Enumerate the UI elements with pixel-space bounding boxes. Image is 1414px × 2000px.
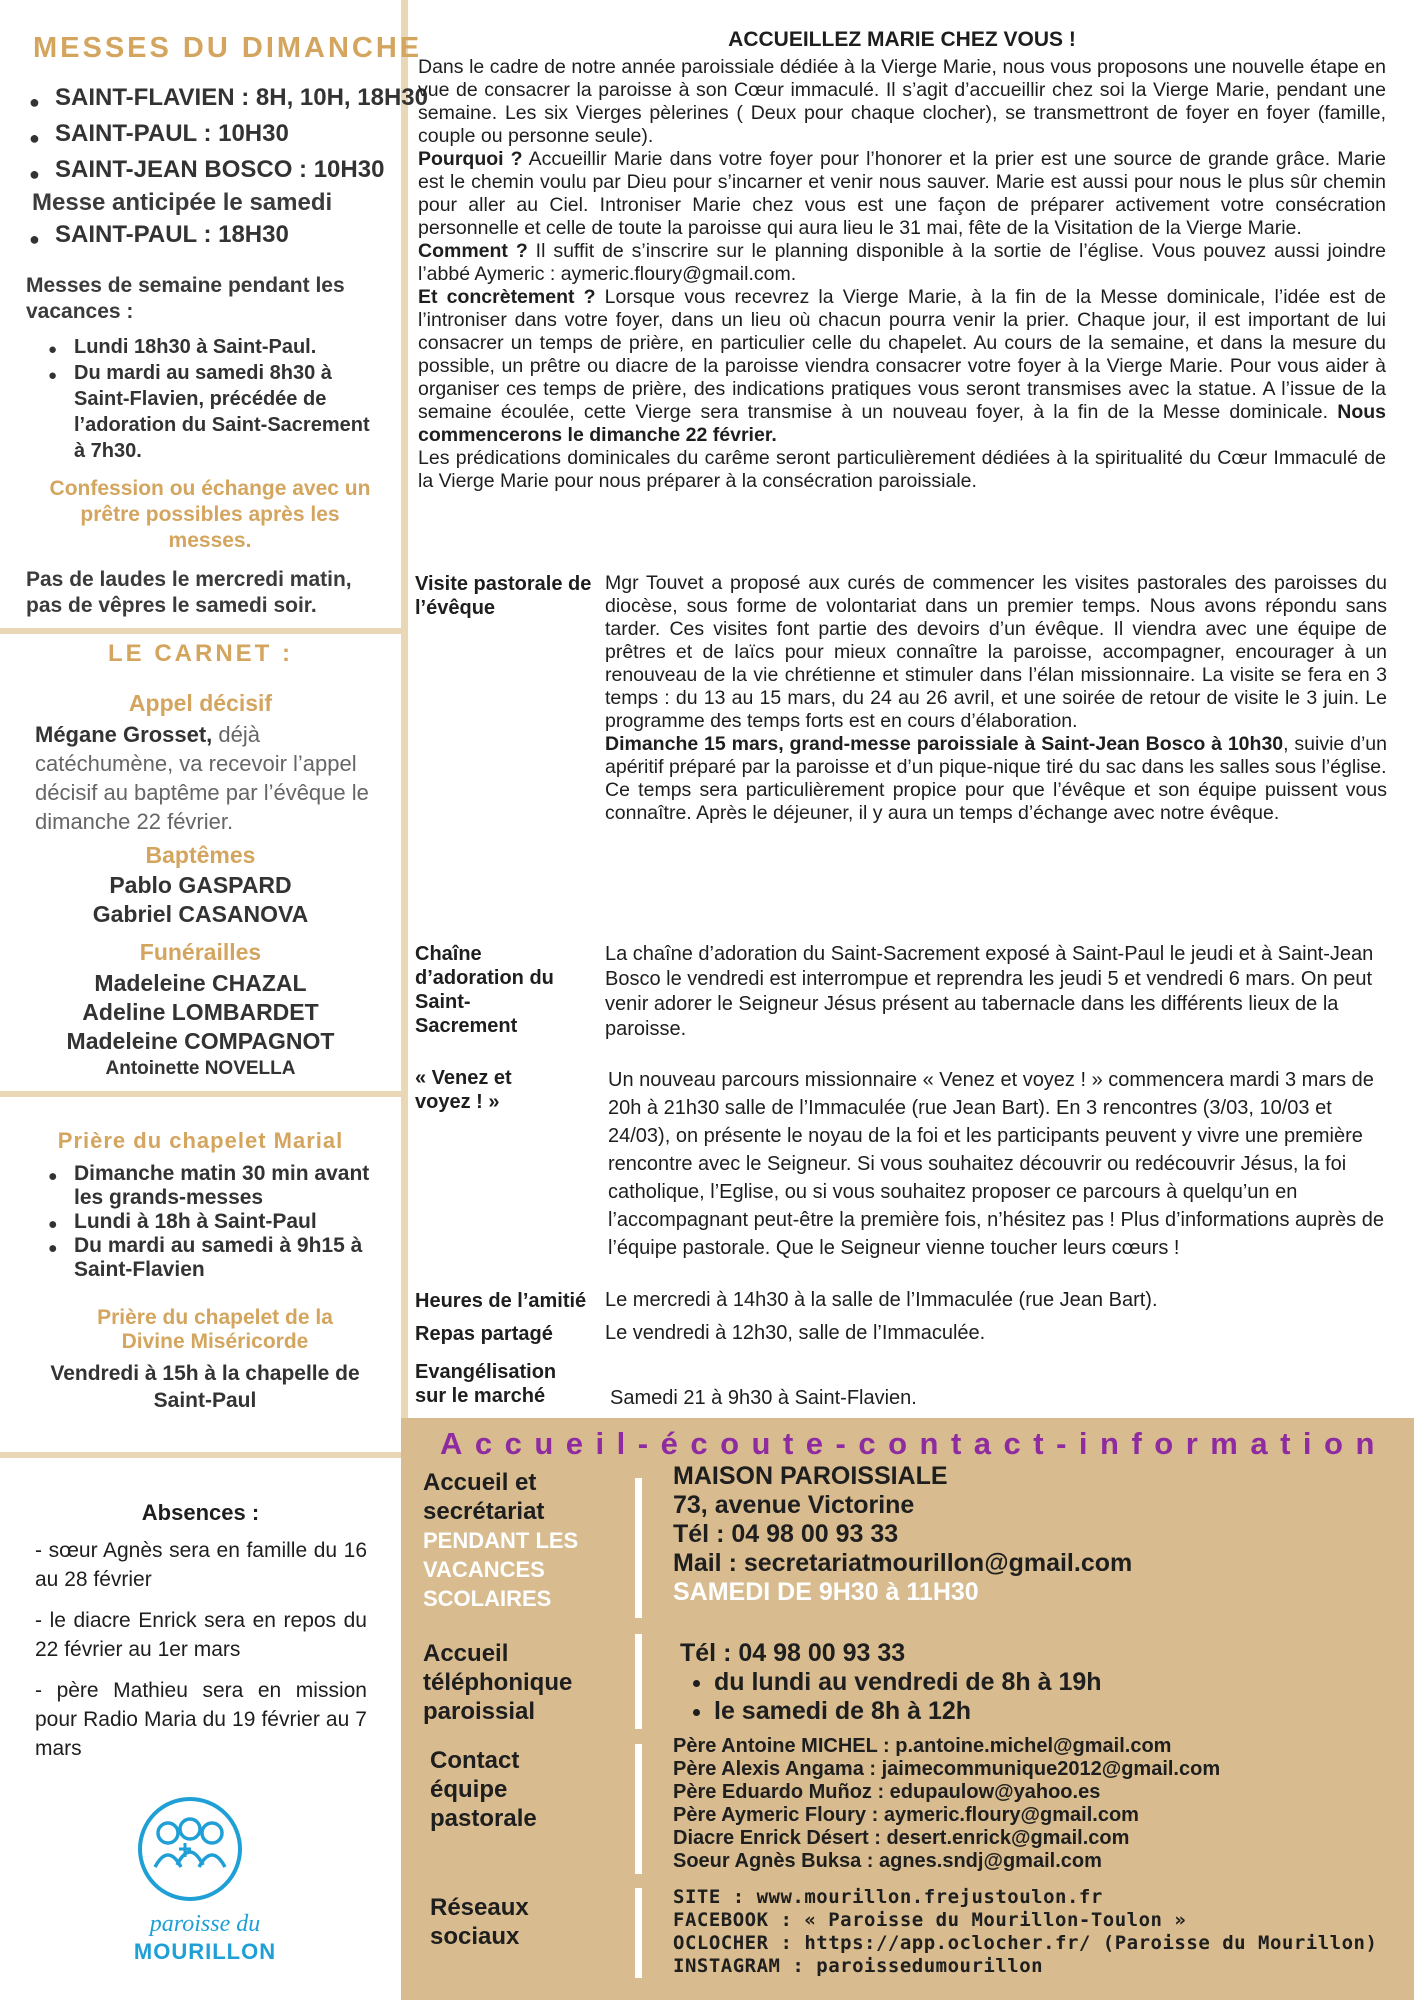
accueil-line: 73, avenue Victorine bbox=[673, 1491, 915, 1519]
list-item: • du lundi au vendredi de 8h à 19h bbox=[714, 1668, 1102, 1697]
accueil-label bbox=[423, 1468, 623, 1613]
appel-title: Appel décisif bbox=[128, 690, 273, 716]
appel-paragraph bbox=[35, 720, 395, 836]
accueil-hours: SAMEDI DE 9H30 à 11H30 bbox=[673, 1578, 979, 1606]
list-item: ● Lundi 18h30 à Saint-Paul. bbox=[74, 334, 384, 360]
list-item: ● Du mardi au samedi 8h30 à Saint-Flavien, précédée de l’adoration du Saint-Sacrement à 7h30. bbox=[74, 360, 384, 464]
evangelisation-label: Evangélisation sur le marché bbox=[415, 1361, 557, 1407]
info-title: Accueil-écoute-contact-information bbox=[440, 1426, 1387, 1461]
masses-title: MESSES DU DIMANCHE bbox=[33, 32, 423, 64]
bapteme-name: Gabriel CASANOVA bbox=[92, 901, 309, 927]
masses-list bbox=[55, 80, 428, 188]
repas-label: Repas partagé bbox=[415, 1323, 553, 1345]
contact-item: Père Eduardo Muñoz : edupaulow@yahoo.es bbox=[673, 1781, 1101, 1803]
anticipated-title: Messe anticipée le samedi bbox=[32, 189, 333, 216]
divine-title: Prière du chapelet de la Divine Miséricorde bbox=[97, 1306, 333, 1353]
amitie-text: Le mercredi à 14h30 à la salle de l’Immaculée (rue Jean Bart). bbox=[605, 1289, 1158, 1311]
anticipated-list bbox=[55, 219, 289, 251]
contact-item: Soeur Agnès Buksa : agnes.sndj@gmail.com bbox=[673, 1850, 1102, 1872]
absence-item: - le diacre Enrick sera en repos du 22 février au 1er mars bbox=[35, 1609, 367, 1661]
pourquoi-text: Accueillir Marie dans votre foyer pour l’honorer et la prier est une source de grande grâce. Marie est le chemin voulu par Dieu pour s’incarner et venir nous sauver. Marie est aussi pour nous le plus sûr chemin pour aller au Ciel. Introniser Marie chez vous est une façon de préparer activement votre consécration personnelle et celle de toute la paroisse qui aura lieu le 31 mai, fête de la Visitation de la Vierge Marie. bbox=[418, 148, 1386, 239]
info-bar bbox=[635, 1634, 642, 1729]
accueil-label-text: Accueil et secrétariat bbox=[423, 1469, 545, 1525]
separator bbox=[0, 1091, 401, 1097]
absence-item: - père Mathieu sera en mission pour Radio Maria du 19 février au 7 mars bbox=[35, 1679, 367, 1760]
contact-list bbox=[673, 1735, 1220, 1873]
comment-text: Il suffit de s’inscrire sur le planning disponible à la sortie de l’église. Vous pouvez aussi joindre l’abbé Aymeric : aymeric.floury@gmail.com. bbox=[418, 240, 1386, 285]
info-bar bbox=[635, 1888, 642, 1978]
confession-note: Confession ou échange avec un prêtre possibles après les messes. bbox=[49, 477, 371, 552]
concret-bold: Nous commencerons le dimanche 22 février. bbox=[418, 401, 1386, 446]
reseau-item: FACEBOOK : « Paroisse du Mourillon-Toulon » bbox=[673, 1909, 1187, 1931]
telephone-number: Tél : 04 98 00 93 33 bbox=[680, 1639, 906, 1667]
careme-text: Les prédications dominicales du carême seront particulièrement dédiées à la spiritualité du Cœur Immaculé de la Vierge Marie pour nous préparer à la consécration paroissiale. bbox=[418, 447, 1386, 492]
visite-paragraph: Mgr Touvet a proposé aux curés de commencer les visites pastorales des paroisses du diocèse, sous forme de volontariat dans un premier temps. Nous avons répondu sans tarder. Ces visites font partie des devoirs d’un évêque. Il viendra avec une équipe de prêtres et de laïcs pour mieux connaître la paroisse, accompagner, encourager à un renouveau de la vie chrétienne et stimuler dans l’élan missionnaire. La visite se fera en 3 temps : du 13 au 15 mars, du 24 au 26 avril, et une soirée de retour de visite le 3 juin. Le programme des temps forts est en cours d’élaboration. bbox=[605, 572, 1387, 732]
visite-after: , suivie d’un apéritif préparé par la paroisse et d’un pique-nique tiré du sac dans les salles sous l’église. bbox=[605, 733, 1388, 778]
reseaux-list bbox=[673, 1886, 1377, 1978]
info-bar bbox=[635, 1478, 642, 1618]
list-item: ● SAINT-PAUL : 18H30 bbox=[55, 219, 289, 251]
accueil-line: Mail : secretariatmourillon@gmail.com bbox=[673, 1549, 1133, 1577]
chaine-label: Chaîne d’adoration du Saint-Sacrement bbox=[415, 943, 554, 1037]
parish-logo-icon bbox=[135, 1795, 245, 1903]
reseaux-label: Réseaux sociaux bbox=[430, 1894, 529, 1950]
chapelet-title: Prière du chapelet Marial bbox=[57, 1128, 344, 1153]
intro-text: Dans le cadre de notre année paroissiale dédiée à la Vierge Marie, nous vous proposons une nouvelle étape en vue de consacrer la paroisse à son Cœur immaculé. Il s’agit d’accueillir chez soi la Vierge Marie, pendant une semaine. Les six Vierges pèlerines ( Deux pour chaque clocher), se transmettront de foyer en foyer (famille, couple ou personne seule). bbox=[418, 56, 1386, 147]
week-title: Messes de semaine pendant les vacances : bbox=[26, 274, 345, 323]
week-list bbox=[74, 334, 384, 464]
chaine-text: La chaîne d’adoration du Saint-Sacrement exposé à Saint-Paul le jeudi et à Saint-Jean Bosco le vendredi est interrompue et reprendra les jeudi 5 et vendredi 6 mars. On peut venir adorer le Seigneur Jésus présent au tabernacle dans les différents lieux de la paroisse. bbox=[605, 943, 1374, 1040]
funeral-name: Madeleine COMPAGNOT bbox=[66, 1028, 335, 1054]
venez-label: « Venez et voyez ! » bbox=[415, 1067, 512, 1113]
concret-label: Et concrètement ? bbox=[418, 286, 596, 308]
logo-text-line1: paroisse du bbox=[149, 1911, 261, 1937]
list-item: ● SAINT-JEAN BOSCO : 10H30 bbox=[55, 152, 428, 188]
absences-title: Absences : bbox=[141, 1500, 260, 1525]
list-item: ● Dimanche matin 30 min avant les grands-messes bbox=[74, 1162, 394, 1210]
list-item: ● SAINT-PAUL : 10H30 bbox=[55, 116, 428, 152]
contact-item: Diacre Enrick Désert : desert.enrick@gmail.com bbox=[673, 1827, 1130, 1849]
reseau-item: INSTAGRAM : paroissedumourillon bbox=[673, 1955, 1044, 1977]
pourquoi-label: Pourquoi ? bbox=[418, 148, 523, 170]
concret-text: Lorsque vous recevrez la Vierge Marie, à la fin de la Messe dominicale, l’idée est de l’introniser dans votre foyer, dans un lieu où chacun pourra venir la prier. Chaque jour, il est important de lui consacrer un temps de prière, en particulier celle du chapelet. Au cours de la semaine, et dans la mesure du possible, un prêtre ou diacre de la paroisse viendra consacrer votre foyer à la Vierge Marie. Pour vous aider à organiser ces temps de prière, des indications pratiques vous seront transmises avec la statue. A l’issue de la semaine écoulée, cette Vierge sera transmise à un nouveau foyer, à la fin de la Messe dominicale. bbox=[418, 286, 1386, 423]
absence-item: - sœur Agnès sera en famille du 16 au 28 février bbox=[35, 1539, 367, 1591]
carnet-title: LE CARNET : bbox=[108, 640, 293, 667]
comment-label: Comment ? bbox=[418, 240, 528, 262]
sidebar-divider bbox=[401, 0, 408, 1420]
separator bbox=[0, 1452, 401, 1458]
telephone-label: Accueil téléphonique paroissial bbox=[423, 1640, 573, 1725]
visite-bold: Dimanche 15 mars, grand-messe paroissiale à Saint-Jean Bosco à 10h30 bbox=[605, 733, 1284, 755]
telephone-info bbox=[680, 1639, 1102, 1726]
venez-text: Un nouveau parcours missionnaire « Venez et voyez ! » commencera mardi 3 mars de 20h à 21h30 salle de l’Immaculée (rue Jean Bart). En 3 rencontres (3/03, 10/03 et 24/03), on présente le noyau de la foi et les participants peuvent y vivre une première rencontre avec le Seigneur. Si vous souhaitez découvrir ou redécouvrir Jésus, la foi catholique, l’Eglise, ou si vous souhaitez proposer ce parcours à quelqu’un en l’accompagnant peut-être la première fois, n’hésitez pas ! Plus d’informations auprès de l’équipe pastorale. Que le Seigneur vienne toucher leurs cœurs ! bbox=[608, 1069, 1384, 1259]
funerailles-title: Funérailles bbox=[139, 939, 262, 965]
amitie-label: Heures de l’amitié bbox=[415, 1290, 587, 1312]
funeral-name: Adeline LOMBARDET bbox=[82, 999, 319, 1025]
chapelet-list bbox=[74, 1162, 394, 1282]
visite-label: Visite pastorale de l’évêque bbox=[415, 573, 592, 619]
info-bar bbox=[635, 1744, 642, 1874]
contact-label: Contact équipe pastorale bbox=[430, 1747, 537, 1832]
main-title: ACCUEILLEZ MARIE CHEZ VOUS ! bbox=[728, 28, 1076, 51]
parish-logo bbox=[100, 1795, 310, 1965]
contact-item: Père Alexis Angama : jaimecommunique2012@gmail.com bbox=[673, 1758, 1221, 1780]
list-item: ● Lundi à 18h à Saint-Paul bbox=[74, 1210, 394, 1234]
accueil-line: MAISON PAROISSIALE bbox=[673, 1462, 948, 1490]
list-item: ● Du mardi au samedi à 9h15 à Saint-Flavien bbox=[74, 1234, 394, 1282]
visite-text bbox=[605, 572, 1387, 825]
visite-end: Ce temps sera particulièrement propice pour que l’évêque et son équipe puissent vous connaître. Après le déjeuner, il y aura un temps d’échange avec notre évêque. bbox=[605, 779, 1387, 824]
repas-text: Le vendredi à 12h30, salle de l’Immaculée. bbox=[605, 1322, 986, 1344]
contact-item: Père Aymeric Floury : aymeric.floury@gmail.com bbox=[673, 1804, 1139, 1826]
telephone-hours bbox=[680, 1668, 1102, 1726]
funeral-name: Madeleine CHAZAL bbox=[94, 970, 307, 996]
accueil-line: Tél : 04 98 00 93 33 bbox=[673, 1520, 899, 1548]
contact-item: Père Antoine MICHEL : p.antoine.michel@gmail.com bbox=[673, 1735, 1172, 1757]
evangelisation-text: Samedi 21 à 9h30 à Saint-Flavien. bbox=[610, 1387, 917, 1409]
accueil-label-white: PENDANT LES VACANCES SCOLAIRES bbox=[423, 1528, 579, 1611]
separator bbox=[0, 628, 401, 634]
divine-text: Vendredi à 15h à la chapelle de Saint-Paul bbox=[50, 1362, 360, 1412]
laudes-note: Pas de laudes le mercredi matin, pas de vêpres le samedi soir. bbox=[26, 568, 352, 617]
reseau-item: OCLOCHER : https://app.oclocher.fr/ (Paroisse du Mourillon) bbox=[673, 1932, 1378, 1954]
reseau-item: SITE : www.mourillon.frejustoulon.fr bbox=[673, 1886, 1103, 1908]
logo-text-line2: MOURILLON bbox=[133, 1939, 277, 1964]
list-item: ● SAINT-FLAVIEN : 8H, 10H, 18H30 bbox=[55, 80, 428, 116]
appel-text: déjà catéchumène, va recevoir l’appel décisif au baptême par l’évêque le dimanche 22 février. bbox=[35, 722, 369, 834]
appel-name: Mégane Grosset, bbox=[35, 722, 213, 747]
funeral-name: Antoinette NOVELLA bbox=[105, 1058, 296, 1079]
accueil-info bbox=[673, 1462, 1132, 1607]
bapteme-name: Pablo GASPARD bbox=[109, 872, 292, 898]
baptemes-title: Baptêmes bbox=[145, 842, 256, 868]
intro-paragraph bbox=[418, 56, 1386, 493]
list-item: • le samedi de 8h à 12h bbox=[714, 1697, 1102, 1726]
